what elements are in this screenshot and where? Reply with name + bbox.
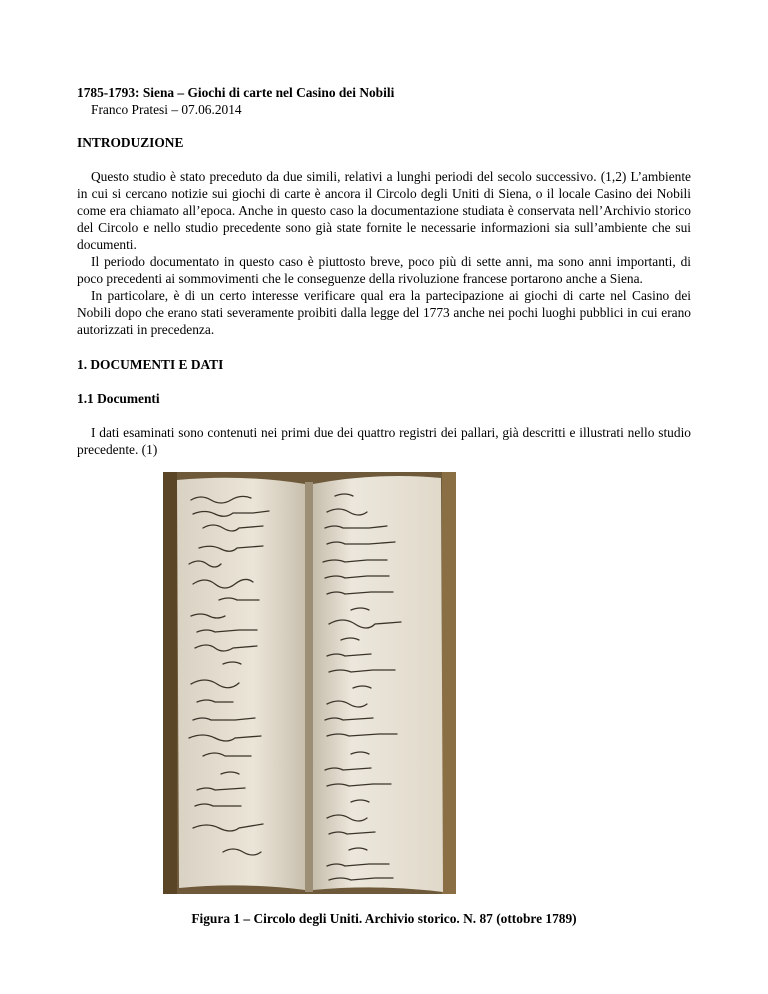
intro-paragraph-3: In particolare, è di un certo interesse verificare qual era la partecipazione ai giochi di carte nel Casino dei Nobili dopo che erano stati severamente proibiti dalla legge del 1773 anche nei pochi luoghi pubblici in cui erano autorizzati in precedenza. <box>77 288 691 337</box>
intro-heading: INTRODUZIONE <box>77 135 184 150</box>
manuscript-photo <box>163 472 456 894</box>
intro-paragraph-1: Questo studio è stato preceduto da due simili, relativi a lunghi periodi del secolo successivo. (1,2) L’ambiente in cui si cercano notizie sui giochi di carte è ancora il Circolo degli Uniti di Siena, o il locale Casino dei Nobili come era chiamato all’epoca. Anche in questo caso la documentazione studiata è conservata nell’Archivio storico del Circolo e nello studio precedente sono già state fornite le necessarie informazioni sia sull’ambiente che sui documenti. <box>77 169 691 252</box>
documents-paragraph: I dati esaminati sono contenuti nei primi due dei quattro registri dei pallari, già descritti e illustrati nello studio precedente. (1) <box>77 425 691 457</box>
figure-caption: Figura 1 – Circolo degli Uniti. Archivio storico. N. 87 (ottobre 1789) <box>191 911 577 926</box>
author-date-line: Franco Pratesi – 07.06.2014 <box>91 102 242 117</box>
manuscript-register-image <box>163 472 456 894</box>
subsection-heading-documents: 1.1 Documenti <box>77 391 160 406</box>
document-body <box>77 84 691 458</box>
document-title: 1785-1793: Siena – Giochi di carte nel Casino dei Nobili <box>77 85 395 100</box>
section-heading-documents: 1. DOCUMENTI E DATI <box>77 357 224 372</box>
intro-paragraph-2: Il periodo documentato in questo caso è piuttosto breve, poco più di sette anni, ma sono anni importanti, di poco precedenti ai sommovimenti che le conseguenze della rivoluzione francese portarono anche a Siena. <box>77 254 691 286</box>
